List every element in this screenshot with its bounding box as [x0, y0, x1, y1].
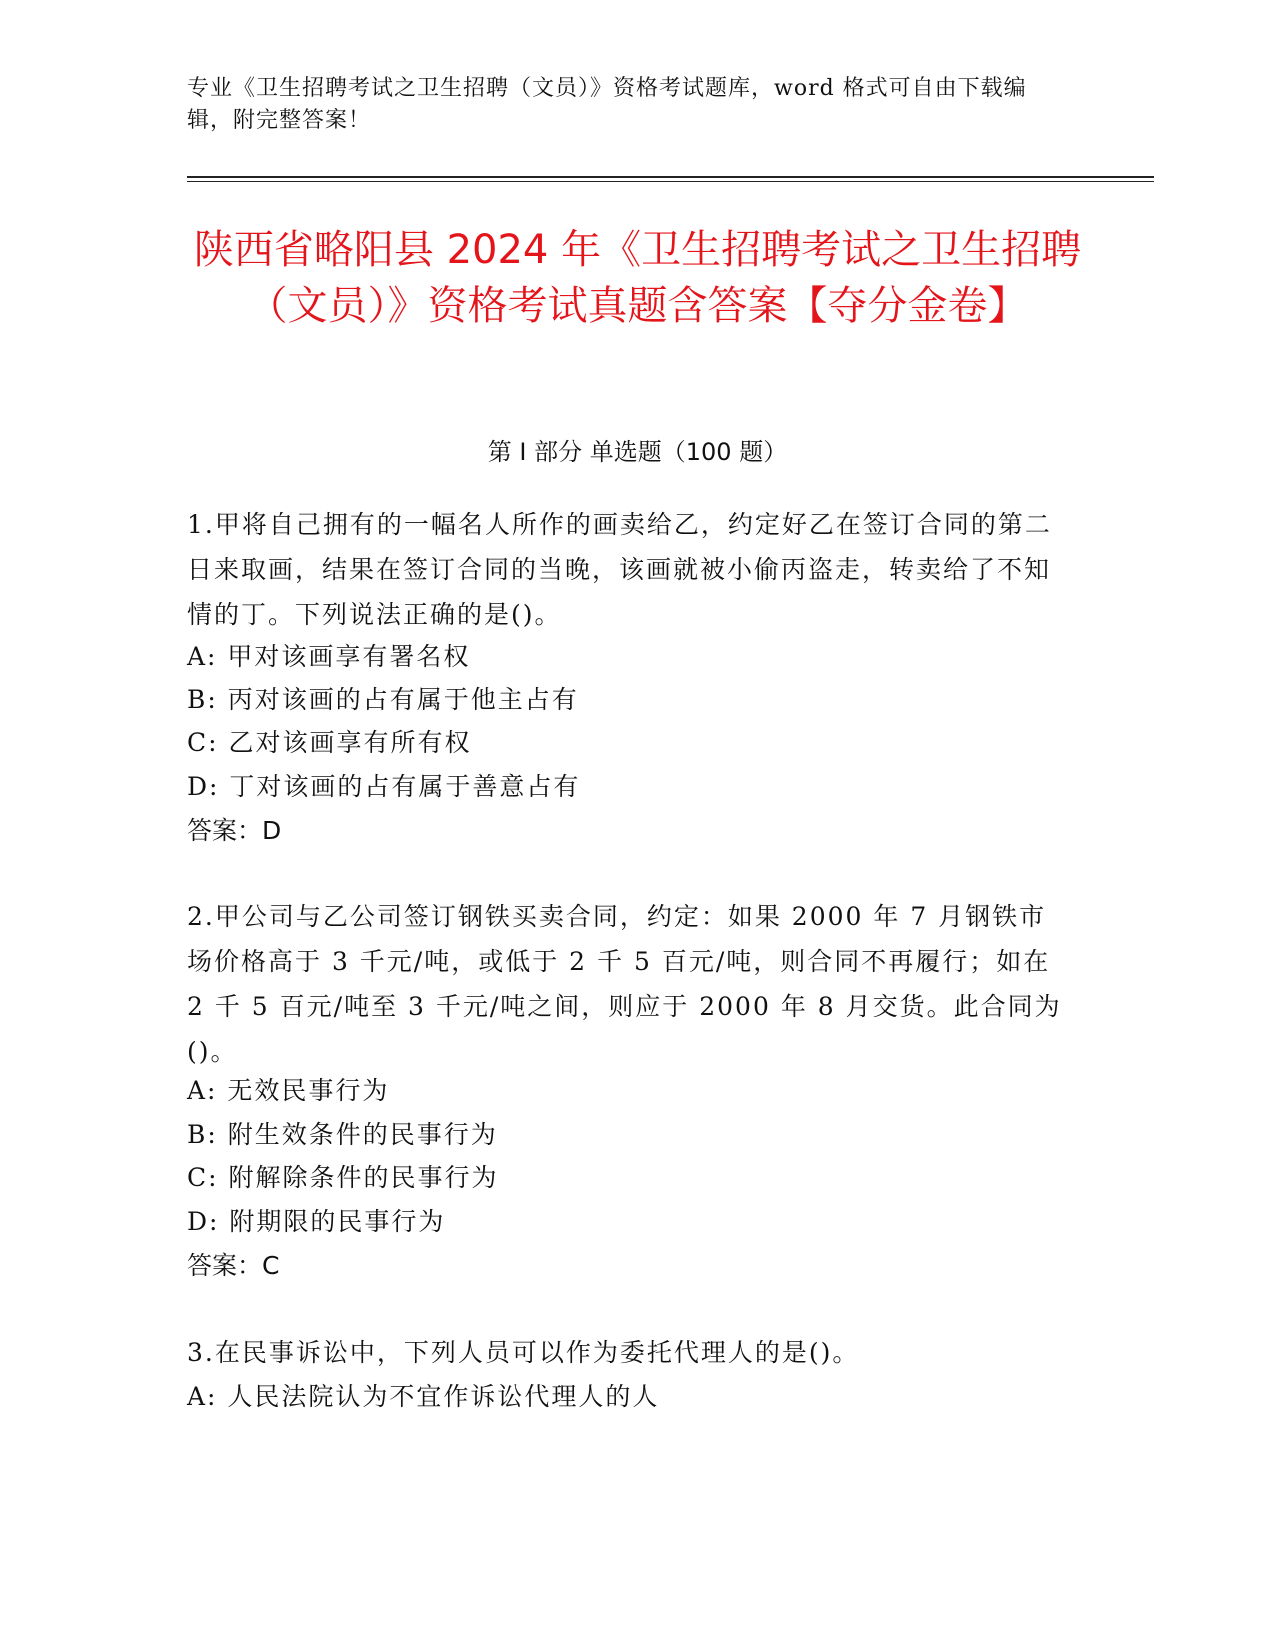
question-3-text: 3.在民事诉讼中，下列人员可以作为委托代理人的是()。 — [187, 1338, 860, 1367]
question-2-option-d: D: 附期限的民事行为 — [187, 1207, 446, 1236]
document-title: 陕西省略阳县 2024 年《卫生招聘考试之卫生招聘（文员）》资格考试真题含答案【夺分金卷】 — [193, 227, 1082, 329]
header-divider-thin — [187, 181, 1154, 182]
header-note: 专业《卫生招聘考试之卫生招聘（文员）》资格考试题库，word 格式可自由下载编辑，附完整答案！ — [187, 76, 1027, 133]
question-2-option-a: A: 无效民事行为 — [187, 1076, 390, 1105]
question-1-answer: 答案：D — [187, 816, 282, 845]
question-1-option-b: B: 丙对该画的占有属于他主占有 — [187, 685, 579, 714]
question-2-option-b: B: 附生效条件的民事行为 — [187, 1120, 498, 1149]
header-divider — [187, 176, 1154, 178]
question-3-option-a: A: 人民法院认为不宜作诉讼代理人的人 — [187, 1382, 660, 1411]
question-1-text: 1.甲将自己拥有的一幅名人所作的画卖给乙，约定好乙在签订合同的第二日来取画，结果在签订合同的当晚，该画就被小偷丙盗走，转卖给了不知情的丁。下列说法正确的是()。 — [187, 510, 1052, 629]
question-2-option-c: C: 附解除条件的民事行为 — [187, 1163, 499, 1192]
question-2-text: 2.甲公司与乙公司签订钢铁买卖合同，约定：如果 2000 年 7 月钢铁市场价格高于 3 千元/吨，或低于 2 千 5 百元/吨，则合同不再履行；如在 2 千 5 百元/吨至 3 千元/吨之间，则应于 2000 年 8 月交货。此合同为()。 — [187, 902, 1062, 1066]
question-1-option-d: D: 丁对该画的占有属于善意占有 — [187, 772, 581, 801]
question-1-option-a: A: 甲对该画享有署名权 — [187, 642, 471, 671]
question-1-option-c: C: 乙对该画享有所有权 — [187, 728, 472, 757]
section-title: 第 I 部分 单选题（100 题） — [487, 438, 788, 466]
question-2-answer: 答案：C — [187, 1251, 280, 1280]
